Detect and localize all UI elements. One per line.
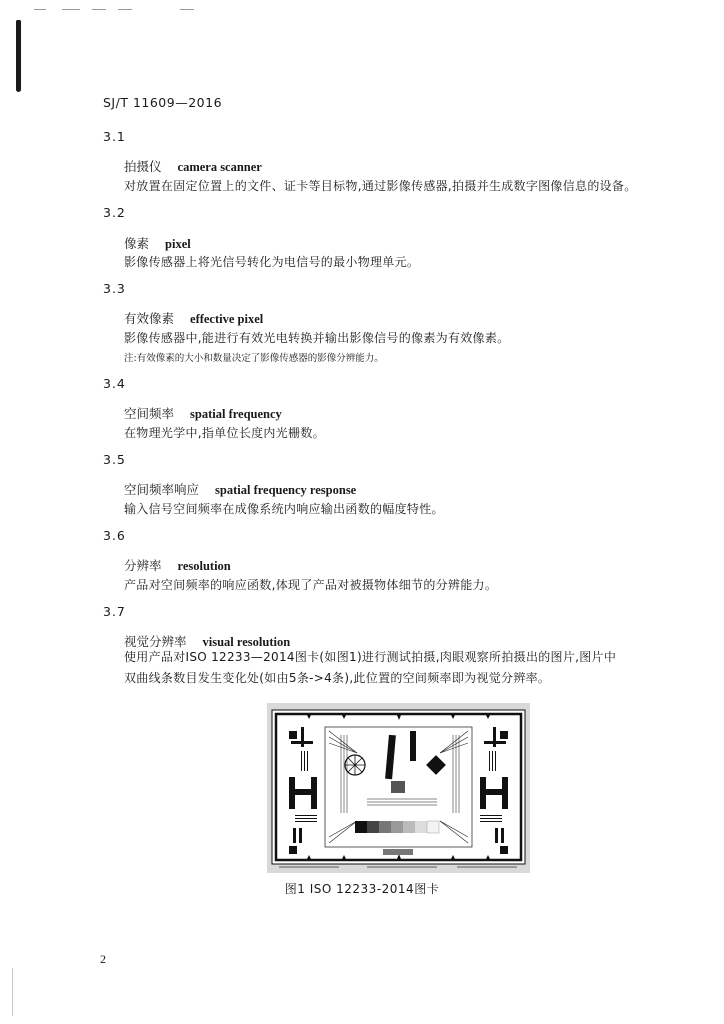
clause-number: 3.3 bbox=[103, 281, 126, 296]
clause-number: 3.2 bbox=[103, 205, 126, 220]
page-number: 2 bbox=[100, 952, 106, 966]
term-definition: 影像传感器中,能进行有效光电转换并输出影像信号的像素为有效像素。 bbox=[124, 331, 510, 345]
term-definition: 影像传感器上将光信号转化为电信号的最小物理单元。 bbox=[124, 255, 420, 269]
term-heading bbox=[124, 404, 282, 422]
term-definition: 输入信号空间频率在成像系统内响应输出函数的幅度特性。 bbox=[124, 502, 444, 516]
standard-code: SJ/T 11609—2016 bbox=[103, 95, 223, 110]
term-heading bbox=[124, 556, 231, 574]
clause-number: 3.7 bbox=[103, 604, 126, 619]
term-en: camera scanner bbox=[177, 160, 262, 174]
term-definition: 在物理光学中,指单位长度内光栅数。 bbox=[124, 426, 325, 440]
term-definition: 使用产品对ISO 12233—2014图卡(如图1)进行测试拍摄,肉眼观察所拍摄出的图片,图片中双曲线条数目发生变化处(如由5条->4条),此位置的空间频率即为视觉分辨率。 bbox=[124, 650, 617, 685]
term-en: resolution bbox=[177, 559, 231, 573]
term-note: 注:有效像素的大小和数量决定了影像传感器的影像分辨能力。 bbox=[124, 353, 384, 364]
term-heading bbox=[124, 234, 191, 252]
term-zh: 拍摄仪 bbox=[124, 159, 162, 174]
clause-number: 3.5 bbox=[103, 452, 126, 467]
term-zh: 空间频率 bbox=[124, 406, 175, 421]
term-zh: 视觉分辨率 bbox=[124, 634, 187, 649]
term-heading bbox=[124, 309, 263, 327]
term-en: pixel bbox=[165, 237, 191, 251]
term-zh: 空间频率响应 bbox=[124, 482, 200, 497]
clause-number: 3.6 bbox=[103, 528, 126, 543]
term-zh: 有效像素 bbox=[124, 311, 175, 326]
term-en: spatial frequency bbox=[190, 407, 282, 421]
scan-artifact-mark bbox=[16, 20, 21, 92]
term-zh: 像素 bbox=[124, 236, 150, 251]
test-chart-graphic bbox=[267, 703, 530, 873]
term-zh: 分辨率 bbox=[124, 558, 162, 573]
term-heading bbox=[124, 157, 262, 175]
figure-caption: 图1 ISO 12233-2014图卡 bbox=[284, 882, 440, 896]
term-en: effective pixel bbox=[190, 312, 264, 326]
term-en: spatial frequency response bbox=[215, 483, 357, 497]
term-definition: 产品对空间频率的响应函数,体现了产品对被摄物体细节的分辨能力。 bbox=[124, 578, 498, 592]
clause-number: 3.1 bbox=[103, 129, 126, 144]
term-heading bbox=[124, 480, 356, 498]
clause-number: 3.4 bbox=[103, 376, 126, 391]
iso-12233-test-chart bbox=[267, 703, 530, 873]
term-definition: 对放置在固定位置上的文件、证卡等目标物,通过影像传感器,拍摄并生成数字图像信息的设备。 bbox=[124, 179, 637, 193]
term-en: visual resolution bbox=[202, 635, 291, 649]
